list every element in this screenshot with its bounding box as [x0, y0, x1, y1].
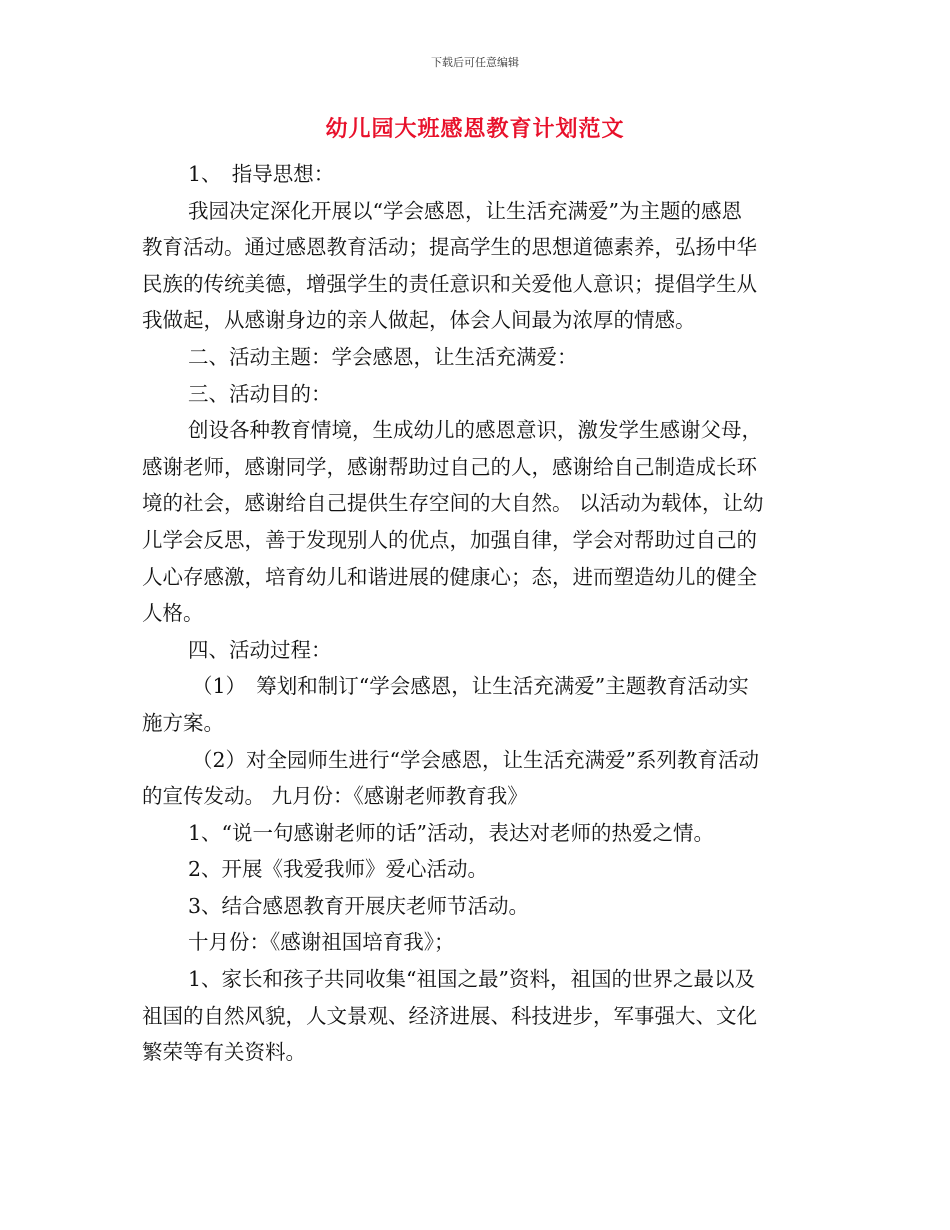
list-item: 1、家长和孩子共同收集“祖国之最”资料，祖国的世界之最以及	[188, 967, 756, 992]
page-header-note: 下载后可任意编辑	[431, 56, 519, 69]
paragraph-line: （2）对全园师生进行“学会感恩，让生活充满爱”系列教育活动	[192, 747, 760, 772]
paragraph-line: 我做起，从感谢身边的亲人做起，体会人间最为浓厚的情感。	[142, 308, 696, 333]
month-heading: 十月份：《感谢祖国培育我》；	[188, 930, 455, 955]
list-item: 3、结合感恩教育开展庆老师节活动。	[188, 893, 530, 918]
list-item: 1、“说一句感谢老师的话”活动，表达对老师的热爱之情。	[188, 820, 715, 845]
document-title: 幼儿园大班感恩教育计划范文	[325, 117, 625, 142]
paragraph-line: 的宣传发动。 九月份：《感谢老师教育我》	[142, 784, 528, 809]
paragraph-line: 人格。	[142, 601, 204, 626]
paragraph-line: 教育活动。通过感恩教育活动；提高学生的思想道德素养，弘扬中华	[142, 235, 757, 260]
list-item: 2、开展《我爱我师》爱心活动。	[188, 857, 489, 882]
document-body	[142, 156, 814, 1071]
paragraph-line: 繁荣等有关资料。	[142, 1040, 306, 1065]
paragraph-line: 民族的传统美德，增强学生的责任意识和关爱他人意识；提倡学生从	[142, 271, 757, 296]
paragraph-line: 创设各种教育情境，生成幼儿的感恩意识，激发学生感谢父母，	[188, 418, 762, 443]
paragraph-line: 我园决定深化开展以“学会感恩，让生活充满爱”为主题的感恩	[188, 198, 742, 223]
paragraph-line: 境的社会，感谢给自己提供生存空间的大自然。 以活动为载体，让幼	[142, 491, 764, 516]
section-heading-activity-purpose: 三、活动目的：	[188, 381, 332, 406]
section-heading-guiding-thought: 1、 指导思想：	[188, 162, 335, 186]
paragraph-line: 感谢老师，感谢同学，感谢帮助过自己的人，感谢给自己制造成长环	[142, 454, 757, 479]
paragraph-line: 人心存感激，培育幼儿和谐进展的健康心；态，进而塑造幼儿的健全	[142, 564, 757, 589]
section-heading-activity-theme: 二、活动主题：学会感恩，让生活充满爱：	[188, 344, 578, 369]
paragraph-line: 施方案。	[142, 710, 224, 735]
paragraph-line: 儿学会反思，善于发现别人的优点，加强自律，学会对帮助过自己的	[142, 527, 757, 552]
paragraph-line: 祖国的自然风貌，人文景观、经济进展、科技进步，军事强大、文化	[142, 1003, 757, 1028]
section-heading-activity-process: 四、活动过程：	[188, 637, 332, 662]
paragraph-line: （1） 筹划和制订“学会感恩，让生活充满爱”主题教育活动实	[192, 674, 749, 699]
